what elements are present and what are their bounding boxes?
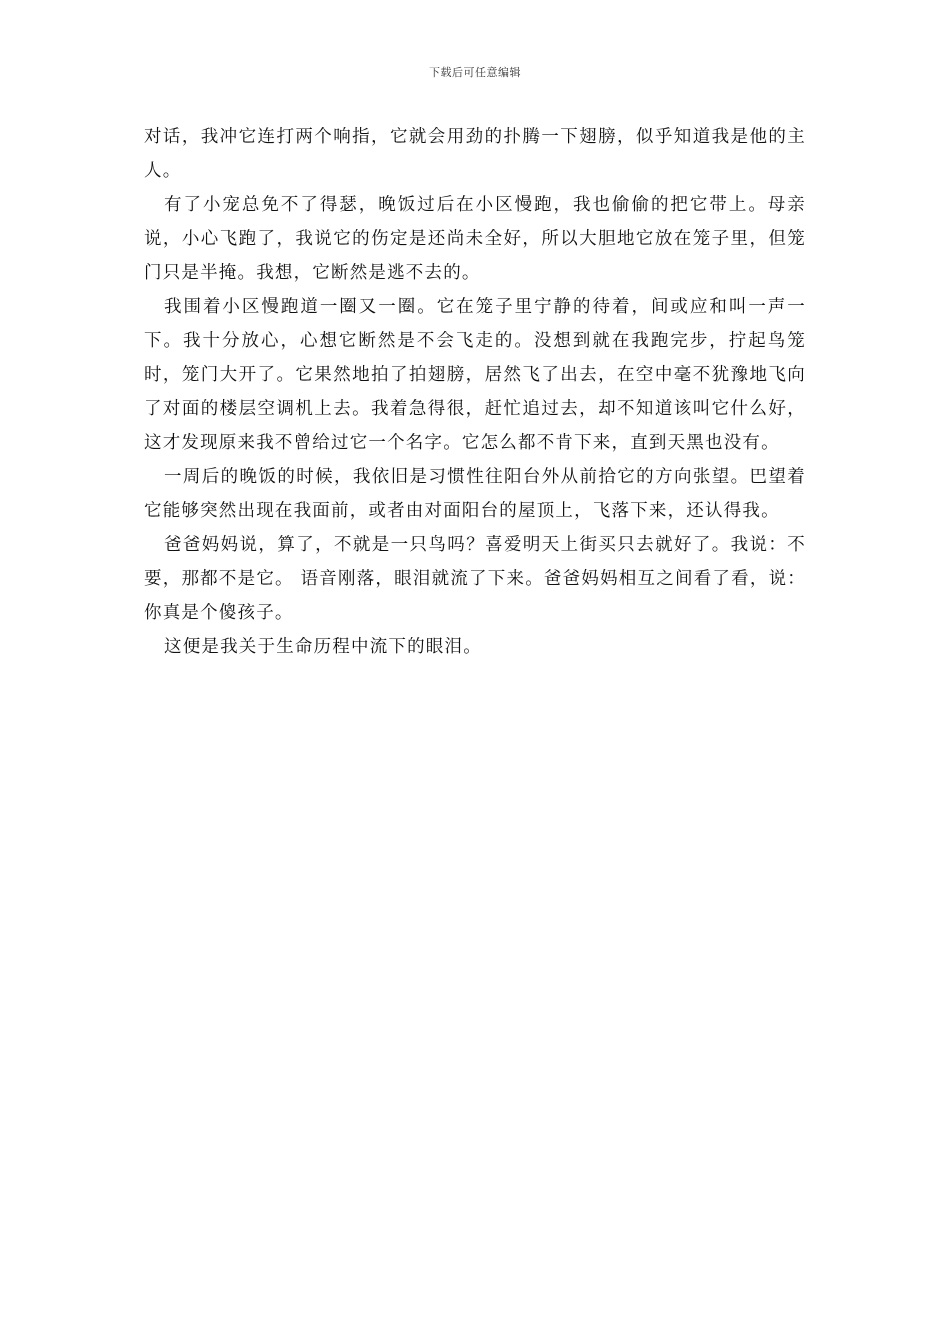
paragraph-week-later: 一周后的晚饭的时候，我依旧是习惯性往阳台外从前拾它的方向张望。巴望着它能够突然出现在我面前，或者由对面阳台的屋顶上，飞落下来，还认得我。	[144, 467, 806, 521]
paragraph-bird-flies-away: 我围着小区慢跑道一圈又一圈。它在笼子里宁静的待着，间或应和叫一声一下。我十分放心，心想它断然是不会飞走的。没想到就在我跑完步，拧起鸟笼时，笼门大开了。它果然地拍了拍翅膀，居然飞了出去，在空中毫不犹豫地飞向了对面的楼层空调机上去。我着急得很，赶忙追过去，却不知道该叫它什么好，这才发现原来我不曾给过它一个名字。它怎么都不肯下来，直到天黑也没有。	[144, 297, 806, 453]
paragraph-continuation: 对话，我冲它连打两个响指，它就会用劲的扑腾一下翅膀，似乎知道我是他的主人。	[144, 127, 806, 181]
page-header: 下载后可任意编辑	[429, 66, 521, 79]
paragraph-parents-talk: 爸爸妈妈说，算了，不就是一只鸟吗？喜爱明天上街买只去就好了。我说：不要，那都不是它。 语音刚落，眼泪就流了下来。爸爸妈妈相互之间看了看，说： 你真是个傻孩子。	[144, 535, 806, 623]
article-body	[144, 120, 806, 664]
paragraph-jogging: 有了小宠总免不了得瑟，晚饭过后在小区慢跑，我也偷偷的把它带上。母亲说，小心飞跑了，我说它的伤定是还尚未全好，所以大胆地它放在笼子里，但笼门只是半掩。我想，它断然是逃不去的。	[144, 195, 806, 283]
paragraph-conclusion: 这便是我关于生命历程中流下的眼泪。	[164, 637, 482, 657]
